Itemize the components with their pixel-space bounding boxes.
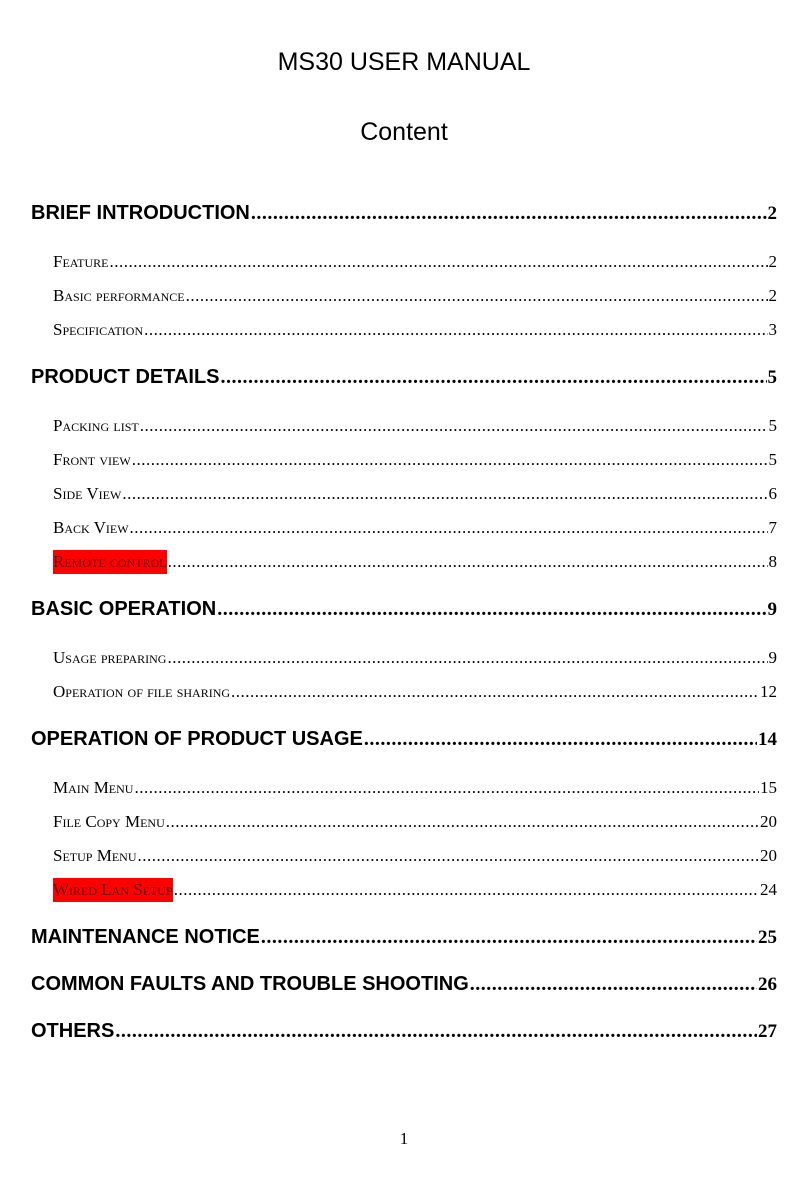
toc-entry-page: 9 [767, 599, 777, 620]
toc-entry-page: 5 [767, 367, 777, 388]
toc-entry-label: Back View [53, 518, 129, 537]
dot-leader [140, 414, 768, 438]
toc-entry-page: 5 [768, 450, 777, 469]
dot-leader [217, 596, 766, 622]
toc-entry-common-faults[interactable] [31, 971, 777, 998]
toc-entry-page: 12 [760, 682, 777, 701]
toc-entry-packing-list[interactable] [53, 414, 777, 438]
toc-entry-label: Setup Menu [53, 846, 137, 865]
toc-entry-page: 2 [768, 252, 777, 271]
dot-leader [186, 284, 768, 308]
toc-entry-label: Front view [53, 450, 131, 469]
dot-leader [174, 878, 759, 902]
toc-entry-back-view[interactable] [53, 516, 777, 540]
toc-entry-page: 15 [760, 778, 777, 797]
toc-entry-label: Specification [53, 320, 144, 339]
toc-entry-label: Packing list [53, 416, 139, 435]
toc-entry-feature[interactable] [53, 250, 777, 274]
toc-entry-main-menu[interactable] [53, 776, 777, 800]
dot-leader [144, 318, 767, 342]
dot-leader [122, 482, 767, 506]
toc-entry-label: BASIC OPERATION [31, 598, 217, 620]
toc-entry-operation-of-file-sharing[interactable] [53, 680, 777, 704]
toc-entry-label: Feature [53, 252, 109, 271]
toc-entry-page: 2 [767, 203, 777, 224]
toc-entry-label: PRODUCT DETAILS [31, 366, 220, 388]
toc-entry-label: Basic performance [53, 286, 185, 305]
toc-entry-page: 5 [768, 416, 777, 435]
dot-leader [364, 726, 757, 752]
toc-entry-label: COMMON FAULTS AND TROUBLE SHOOTING [31, 973, 469, 995]
toc-entry-page: 26 [758, 974, 777, 995]
toc-entry-page: 14 [758, 729, 777, 750]
toc-entry-label: Main Menu [53, 778, 134, 797]
toc-entry-label-highlighted: Wired Lan Setup [53, 878, 173, 902]
dot-leader [130, 516, 768, 540]
toc-entry-label: OPERATION OF PRODUCT USAGE [31, 728, 363, 750]
toc-entry-page: 3 [768, 320, 777, 339]
document-subtitle: Content [360, 118, 448, 146]
dot-leader [231, 680, 759, 704]
dot-leader [166, 810, 759, 834]
dot-leader [470, 971, 757, 997]
toc-entry-wired-lan-setup[interactable] [53, 878, 777, 902]
toc-entry-page: 24 [760, 880, 777, 899]
dot-leader [115, 1018, 757, 1044]
toc-entry-setup-menu[interactable] [53, 844, 777, 868]
dot-leader [261, 924, 757, 950]
dot-leader [251, 200, 767, 226]
toc-entry-front-view[interactable] [53, 448, 777, 472]
toc-entry-page: 27 [758, 1021, 777, 1042]
toc-entry-maintenance-notice[interactable] [31, 924, 777, 951]
toc-entry-page: 20 [760, 846, 777, 865]
toc-entry-usage-preparing[interactable] [53, 646, 777, 670]
toc-entry-page: 20 [760, 812, 777, 831]
toc-entry-label: OTHERS [31, 1020, 115, 1042]
toc-entry-page: 2 [768, 286, 777, 305]
toc-entry-label: MAINTENANCE NOTICE [31, 926, 260, 948]
toc-entry-brief-introduction[interactable] [31, 200, 777, 227]
toc-entry-remote-control[interactable] [53, 550, 777, 574]
toc-entry-others[interactable] [31, 1018, 777, 1045]
dot-leader [109, 250, 767, 274]
toc-entry-page: 8 [768, 552, 777, 571]
dot-leader [221, 364, 767, 390]
toc-entry-basic-operation[interactable] [31, 596, 777, 623]
toc-entry-specification[interactable] [53, 318, 777, 342]
dot-leader [134, 776, 759, 800]
toc-entry-label: Usage preparing [53, 648, 167, 667]
document-title: MS30 USER MANUAL [277, 48, 531, 76]
toc-entry-product-details[interactable] [31, 364, 777, 391]
page-number: 1 [399, 1129, 409, 1148]
dot-leader [137, 844, 759, 868]
toc-entry-label-highlighted: Remote control [53, 550, 167, 574]
toc-entry-label: Operation of file sharing [53, 682, 231, 701]
toc-entry-page: 9 [768, 648, 777, 667]
toc-entry-page: 7 [768, 518, 777, 537]
toc-entry-label: Side View [53, 484, 122, 503]
toc-entry-file-copy-menu[interactable] [53, 810, 777, 834]
dot-leader [168, 550, 768, 574]
toc-entry-label: File Copy Menu [53, 812, 165, 831]
toc-entry-page: 25 [758, 927, 777, 948]
toc-entry-label: BRIEF INTRODUCTION [31, 202, 250, 224]
toc-entry-operation-of-product-usage[interactable] [31, 726, 777, 753]
toc-entry-basic-performance[interactable] [53, 284, 777, 308]
dot-leader [132, 448, 768, 472]
toc-entry-page: 6 [768, 484, 777, 503]
dot-leader [167, 646, 767, 670]
toc-entry-side-view[interactable] [53, 482, 777, 506]
